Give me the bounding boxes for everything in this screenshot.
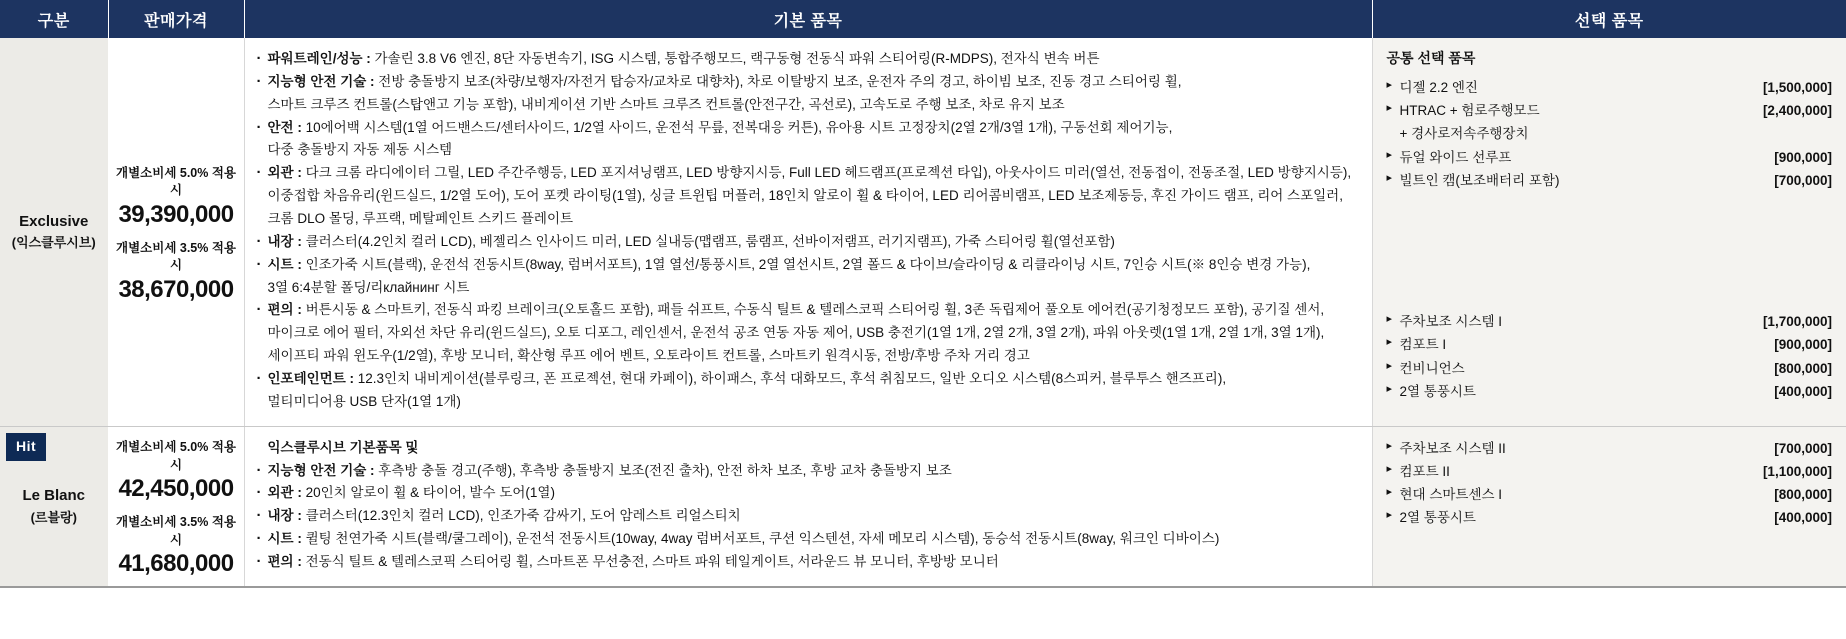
list-item: [257, 231, 1360, 253]
price-block-tax35: [111, 240, 242, 305]
list-item: [257, 185, 1360, 207]
item-text: 전방 충돌방지 보조(차량/보행자/자전거 탑승자/교차로 대향차), 차로 이탈방지 보조, 운전자 주의 경고, 하이빔 보조, 진동 경고 스티어링 휠,: [374, 73, 1182, 89]
table-body: [0, 38, 1846, 587]
item-head: 편의 :: [267, 554, 302, 570]
option-item[interactable]: [1387, 169, 1833, 192]
item-text: 클러스터(4.2인치 컬러 LCD), 베젤리스 인사이드 미러, LED 실내등(맵램프, 룸램프, 선바이저램프, 러기지램프), 가죽 스티어링 휠(열선포함): [301, 233, 1115, 249]
item-text: 가솔린 3.8 V6 엔진, 8단 자동변속기, ISG 시스템, 통합주행모드, 랙구동형 전동식 파워 스티어링(R-MDPS), 전자식 변속 버튼: [370, 51, 1100, 66]
option-list-common: [1387, 76, 1833, 192]
option-item[interactable]: [1387, 333, 1833, 356]
list-item: [257, 277, 1360, 299]
list-item: [257, 460, 1360, 482]
option-item[interactable]: [1387, 483, 1833, 506]
option-price: [1,700,000]: [1762, 314, 1832, 330]
basic-items-list: [257, 48, 1360, 413]
price-cell-exclusive: [108, 38, 244, 426]
option-name: ▸ 주차보조 시스템 I: [1399, 314, 1503, 330]
item-text: 멀티미디어용 USB 단자(1열 1개): [267, 393, 461, 409]
option-price: [700,000]: [1774, 172, 1832, 188]
item-head: 시트 :: [267, 256, 302, 272]
basic-items-list: [257, 437, 1360, 573]
item-head: 시트 :: [267, 531, 302, 547]
price-label: 개별소비세 3.5% 적용 시: [116, 515, 236, 547]
item-text: 버튼시동 & 스마트키, 전동식 파킹 브레이크(오토홀드 포함), 패들 쉬프트, 수동식 틸트 & 텔레스코픽 스티어링 휠, 3존 독립제어 풀오토 에어컨(공기청정모드 포함), 공기질 센서,: [301, 302, 1325, 318]
grade-cell-leblanc: [0, 426, 108, 587]
option-item[interactable]: [1387, 310, 1833, 333]
price-cell-leblanc: [108, 426, 244, 587]
item-head: 내장 :: [267, 508, 302, 524]
price-value: 38,670,000: [118, 275, 234, 303]
option-item[interactable]: [1387, 357, 1833, 380]
option-items-cell-exclusive: [1372, 38, 1846, 426]
list-item: [257, 94, 1360, 116]
price-block-tax5: [111, 439, 242, 504]
option-item[interactable]: [1387, 437, 1833, 460]
list-item: [257, 368, 1360, 390]
item-text: 세이프티 파워 윈도우(1/2열), 후방 모니터, 확산형 루프 에어 벤트, 오토라이트 컨트롤, 스마트키 원격시동, 전방/후방 주차 거리 경고: [267, 348, 1030, 364]
item-text: 퀼팅 천연가죽 시트(블랙/쿨그레이), 운전석 전동시트(10way, 4way 럼버서포트, 쿠션 익스텐션, 자세 메모리 시스템), 동승석 전동시트(8way, 워크인 디바이스): [301, 531, 1220, 547]
table-row: [0, 426, 1846, 587]
item-text: 12.3인치 내비게이션(블루링크, 폰 프로젝션, 현대 카페이), 하이패스, 후석 대화모드, 후석 취침모드, 일반 오디오 시스템(8스피커, 블루투스 핸즈프리),: [354, 371, 1227, 387]
option-price: [400,000]: [1774, 383, 1832, 399]
option-price: [400,000]: [1774, 510, 1832, 526]
price-value: 41,680,000: [118, 550, 234, 578]
option-name: ▸ 주차보조 시스템 II: [1399, 440, 1506, 456]
list-item: [257, 139, 1360, 161]
list-item: [257, 208, 1360, 230]
item-text: 다중 충돌방지 자동 제동 시스템: [267, 142, 453, 158]
list-item: [257, 391, 1360, 413]
item-head: 편의 :: [267, 302, 302, 318]
list-item: [257, 482, 1360, 504]
option-price: [800,000]: [1774, 487, 1832, 503]
option-name: ▸ 2열 통풍시트: [1399, 510, 1476, 526]
option-item[interactable]: [1387, 99, 1833, 122]
list-item: [257, 299, 1360, 321]
option-name: ▸ 듀얼 와이드 선루프: [1399, 149, 1512, 165]
list-item: [257, 254, 1360, 276]
header-grade: 구분: [0, 0, 108, 38]
price-value: 42,450,000: [118, 475, 234, 503]
item-head: 지능형 안전 기술 :: [267, 73, 375, 89]
header-option-items: 선택 품목: [1372, 0, 1846, 38]
grade-cell-exclusive: [0, 38, 108, 426]
item-text: 10에어백 시스템(1열 어드밴스드/센터사이드, 1/2열 사이드, 운전석 무릎, 전복대응 커튼), 유아용 시트 고정장치(2열 2개/3열 1개), 구동선회 제어기능,: [301, 119, 1173, 135]
option-items-cell-leblanc: [1372, 426, 1846, 587]
option-price: [2,400,000]: [1762, 103, 1832, 119]
item-head: 지능형 안전 기술 :: [267, 462, 375, 478]
item-text: 다크 크롬 라디에이터 그릴, LED 주간주행등, LED 포지셔닝램프, LED 방향지시등, Full LED 헤드램프(프로젝션 타입), 아웃사이드 미러(열선, 전동접이, 전동조절, LED 방향지시등),: [301, 165, 1352, 181]
grade-name-kr: (익스클루시브): [11, 235, 96, 251]
price-block-tax35: [111, 514, 242, 579]
list-item: [257, 437, 1360, 459]
item-text: 인조가죽 시트(블랙), 운전석 전동시트(8way, 럼버서포트), 1열 열선/통풍시트, 2열 열선시트, 2열 폴드 & 다이브/슬라이딩 & 리클라이닝 시트, 7인승 시트(※ 8인승 변경 가능),: [301, 256, 1311, 272]
option-spacer: [1387, 192, 1833, 310]
item-head: 익스클루시브 기본품목 및: [267, 439, 419, 455]
item-text: 이중접합 차음유리(윈드실드, 1/2열 도어), 도어 포켓 라이팅(1열), 싱글 트윈팁 머플러, 18인치 알로이 휠 & 타이어, LED 리어콤비램프, LED 보조제동등, 후진 가이드 램프, 리어 스포일러,: [267, 188, 1343, 204]
option-group-title: 공통 선택 품목: [1386, 50, 1476, 66]
price-label: 개별소비세 3.5% 적용 시: [116, 240, 236, 273]
option-item[interactable]: [1387, 380, 1833, 403]
header-row: [0, 0, 1846, 38]
item-text: 후측방 충돌 경고(주행), 후측방 충돌방지 보조(전진 출차), 안전 하차 보조, 후방 교차 충돌방지 보조: [374, 462, 952, 478]
list-item: [257, 551, 1360, 573]
option-name: ▸ 컨비니언스: [1399, 360, 1465, 376]
price-value: 39,390,000: [118, 200, 234, 228]
grade-name: Exclusive: [19, 212, 89, 230]
list-item: [257, 48, 1360, 70]
option-name: ▸ 2열 통풍시트: [1399, 383, 1476, 399]
list-item: [257, 505, 1360, 527]
item-text: 클러스터(12.3인치 컬러 LCD), 인조가죽 감싸기, 도어 암레스트 리얼스티치: [301, 508, 741, 524]
option-price: [900,000]: [1774, 337, 1832, 353]
item-head: 인포테인먼트 :: [267, 371, 354, 387]
option-item-continuation: [1387, 122, 1833, 145]
item-text: 크롬 DLO 몰딩, 루프랙, 메탈페인트 스키드 플레이트: [267, 211, 574, 227]
item-head: 내장 :: [267, 233, 302, 249]
grade-name-kr: (르블랑): [30, 509, 77, 525]
list-item: [257, 117, 1360, 139]
item-text: 3열 6:4분할 폴딩/리клайнинг 시트: [267, 279, 470, 295]
option-item[interactable]: [1387, 460, 1833, 483]
option-name: ▸ 컴포트 I: [1399, 337, 1447, 353]
status-badge: Hit: [6, 433, 46, 461]
basic-items-cell-leblanc: [244, 426, 1372, 587]
list-item: [257, 322, 1360, 344]
list-item: [257, 528, 1360, 550]
option-price: [700,000]: [1774, 440, 1832, 456]
basic-items-cell-exclusive: [244, 38, 1372, 426]
list-item: [257, 162, 1360, 184]
header-price: 판매가격: [108, 0, 244, 38]
option-price: [1,100,000]: [1762, 463, 1832, 479]
grade-name: Le Blanc: [22, 487, 86, 505]
header-basic-items: 기본 품목: [244, 0, 1372, 38]
item-head: 파워트레인/성능 :: [267, 51, 371, 66]
price-label: 개별소비세 5.0% 적용 시: [116, 440, 236, 472]
option-item[interactable]: [1387, 76, 1833, 99]
option-name: ▸ 현대 스마트센스 I: [1399, 487, 1503, 503]
price-label: 개별소비세 5.0% 적용 시: [116, 165, 236, 198]
price-block-tax5: [111, 165, 242, 230]
option-name: + 경사로저속주행장치: [1399, 126, 1529, 142]
table-header: [0, 0, 1846, 38]
item-text: 전동식 틸트 & 텔레스코픽 스티어링 휠, 스마트폰 무선충전, 스마트 파워 테일게이트, 서라운드 뷰 모니터, 후방방 모니터: [301, 554, 999, 570]
option-item[interactable]: [1387, 506, 1833, 529]
item-text: 20인치 알로이 휠 & 타이어, 발수 도어(1열): [301, 485, 555, 501]
item-head: 외관 :: [267, 165, 302, 181]
item-text: 스마트 크루즈 컨트롤(스탑앤고 기능 포함), 내비게이션 기반 스마트 크루즈 컨트롤(안전구간, 곡선로), 고속도로 주행 보조, 차로 유지 보조: [267, 96, 1065, 112]
option-name: ▸ 디젤 2.2 엔진: [1399, 80, 1478, 95]
list-item: [257, 345, 1360, 367]
option-item[interactable]: [1387, 146, 1833, 169]
option-price: [800,000]: [1774, 360, 1832, 376]
option-name: ▸ 컴포트 II: [1399, 463, 1450, 479]
item-head: 안전 :: [267, 119, 302, 135]
item-head: 외관 :: [267, 485, 302, 501]
option-list-grade: [1387, 310, 1833, 403]
option-price: [900,000]: [1774, 149, 1832, 165]
option-list-grade: [1387, 437, 1833, 530]
option-name: ▸ HTRAC + 험로주행모드: [1399, 103, 1540, 119]
table-row: [0, 38, 1846, 426]
item-text: 마이크로 에어 필터, 자외선 차단 유리(윈드실드), 오토 디포그, 레인센서, 운전석 공조 연동 자동 제어, USB 충전기(1열 1개, 2열 2개, 3열 2개), 파워 아웃렛(1열 1개, 2열 1개, 3열 1개),: [267, 325, 1325, 341]
option-name: ▸ 빌트인 캠(보조배터리 포함): [1399, 172, 1560, 188]
list-item: [257, 71, 1360, 93]
option-price: [1,500,000]: [1762, 80, 1832, 95]
